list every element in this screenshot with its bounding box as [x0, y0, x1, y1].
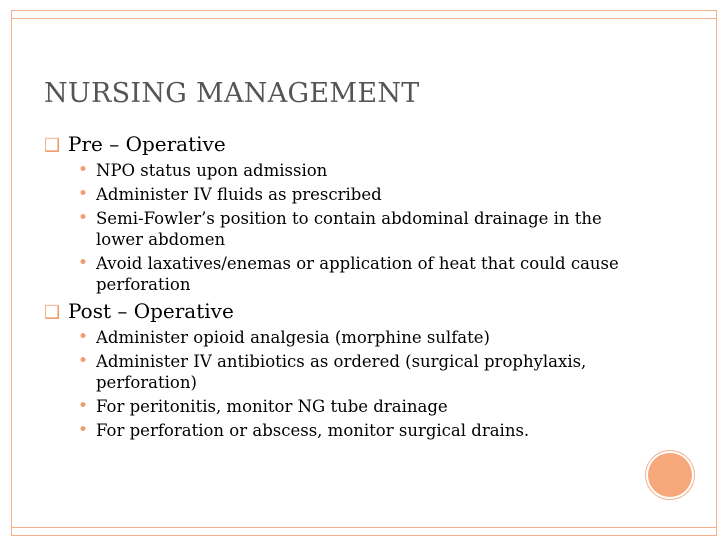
section-heading-post-operative — [44, 298, 644, 324]
list-item-text: Administer IV fluids as prescribed — [96, 185, 382, 204]
list-item — [44, 327, 644, 348]
list-item — [44, 184, 644, 205]
list-item-text: For perforation or abscess, monitor surgical drains. — [96, 421, 530, 440]
decorative-circle — [648, 453, 692, 497]
dot-bullet-icon: • — [78, 327, 89, 347]
section-heading-label: Pre – Operative — [68, 132, 226, 156]
list-item-text: NPO status upon admission — [96, 161, 328, 180]
list-item — [44, 420, 644, 441]
list-item-text: Administer IV antibiotics as ordered (surgical prophylaxis, perforation) — [96, 352, 587, 392]
dot-bullet-icon: • — [78, 184, 89, 204]
list-item — [44, 208, 644, 250]
list-item-text: For peritonitis, monitor NG tube drainage — [96, 397, 448, 416]
list-item — [44, 396, 644, 417]
bottom-rule — [11, 527, 717, 528]
list-item — [44, 253, 644, 295]
section-heading-pre-operative — [44, 131, 644, 157]
slide-content — [44, 128, 644, 441]
list-item-text: Semi-Fowler’s position to contain abdominal drainage in the lower abdomen — [96, 209, 602, 249]
list-item-text: Avoid laxatives/enemas or application of heat that could cause perforation — [96, 254, 619, 294]
dot-bullet-icon: • — [78, 351, 89, 371]
dot-bullet-icon: • — [78, 253, 89, 273]
list-item — [44, 351, 644, 393]
section-heading-label: Post – Operative — [68, 299, 234, 323]
dot-bullet-icon: • — [78, 396, 89, 416]
list-item — [44, 160, 644, 181]
dot-bullet-icon: • — [78, 160, 89, 180]
dot-bullet-icon: • — [78, 208, 89, 228]
square-bullet-icon: ❑ — [44, 302, 61, 323]
dot-bullet-icon: • — [78, 420, 89, 440]
top-rule — [11, 18, 717, 19]
slide-title: NURSING MANAGEMENT — [44, 78, 420, 109]
square-bullet-icon: ❑ — [44, 135, 61, 156]
list-item-text: Administer opioid analgesia (morphine sulfate) — [96, 328, 490, 347]
